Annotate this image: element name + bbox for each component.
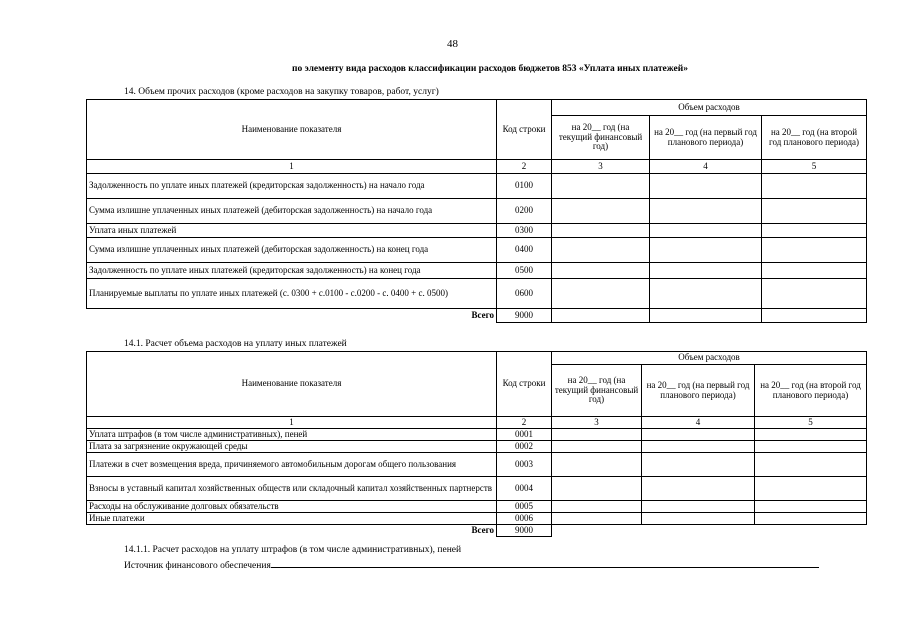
value-cell[interactable]: [642, 441, 755, 453]
value-cell[interactable]: [762, 263, 867, 279]
table1-num: 1: [87, 160, 497, 174]
value-cell[interactable]: [650, 279, 762, 309]
value-cell[interactable]: [642, 477, 755, 501]
value-cell[interactable]: [552, 501, 642, 513]
value-cell[interactable]: [552, 279, 650, 309]
row-code: 0003: [497, 453, 552, 477]
empty-cell: [552, 525, 642, 537]
value-cell[interactable]: [552, 513, 642, 525]
table1-header-year3: на 20__ год (на второй год планового периода): [762, 116, 867, 160]
row-name: Задолженность по уплате иных платежей (кредиторская задолженность) на конец года: [87, 263, 497, 279]
row-code: 0006: [497, 513, 552, 525]
table1-header-name: Наименование показателя: [87, 100, 497, 160]
funding-source-field[interactable]: [271, 558, 819, 568]
table2-num: 1: [87, 417, 497, 429]
table2-caption: 14.1. Расчет объема расходов на уплату иных платежей: [124, 339, 347, 349]
value-cell[interactable]: [552, 441, 642, 453]
table-row: [87, 501, 867, 513]
row-code: 0100: [497, 174, 552, 199]
row-name: Уплата штрафов (в том числе административных), пеней: [87, 429, 497, 441]
value-cell[interactable]: [650, 174, 762, 199]
value-cell[interactable]: [552, 224, 650, 238]
value-cell[interactable]: [755, 429, 867, 441]
table-row: [87, 199, 867, 224]
row-code: 0500: [497, 263, 552, 279]
table2-num: 5: [755, 417, 867, 429]
value-cell[interactable]: [552, 453, 642, 477]
table2-header-code: Код строки: [497, 352, 552, 417]
table-row: [87, 263, 867, 279]
row-name: Взносы в уставный капитал хозяйственных обществ или складочный капитал хозяйственных партнерств: [87, 477, 497, 501]
table-row: [87, 238, 867, 263]
row-code: 0600: [497, 279, 552, 309]
table-total-row: [87, 525, 867, 537]
value-cell[interactable]: [552, 309, 650, 323]
table1-header-year2: на 20__ год (на первый год планового периода): [650, 116, 762, 160]
table-row: [87, 453, 867, 477]
total-label: Всего: [471, 524, 494, 535]
table-row: [87, 279, 867, 309]
row-name: Сумма излишне уплаченных иных платежей (дебиторская задолженность) на начало года: [87, 199, 497, 224]
value-cell[interactable]: [650, 238, 762, 263]
section-heading: по элементу вида расходов классификации расходов бюджетов 853 «Уплата иных платежей»: [292, 64, 688, 74]
footer-line2: [124, 558, 819, 571]
row-code: 0400: [497, 238, 552, 263]
table-row: [87, 174, 867, 199]
table1-header-year1: на 20__ год (на текущий финансовый год): [552, 116, 650, 160]
row-code: 0200: [497, 199, 552, 224]
table2-num: 3: [552, 417, 642, 429]
row-name: Сумма излишне уплаченных иных платежей (дебиторская задолженность) на конец года: [87, 238, 497, 263]
table1-num: 5: [762, 160, 867, 174]
empty-cell: [755, 525, 867, 537]
table2-header-year2: на 20__ год (на первый год планового периода): [642, 365, 755, 417]
table2-header-group: Объем расходов: [552, 352, 867, 365]
value-cell[interactable]: [755, 501, 867, 513]
table2-header-name: Наименование показателя: [87, 352, 497, 417]
value-cell[interactable]: [642, 429, 755, 441]
table-row: [87, 477, 867, 501]
table2-header-year3: на 20__ год (на второй год планового периода): [755, 365, 867, 417]
value-cell[interactable]: [642, 513, 755, 525]
row-name: Планируемые выплаты по уплате иных платежей (с. 0300 + с.0100 - с.0200 - с. 0400 + с. 0500): [87, 279, 497, 309]
value-cell[interactable]: [762, 174, 867, 199]
row-name: Уплата иных платежей: [87, 224, 497, 238]
row-name: Плата за загрязнение окружающей среды: [87, 441, 497, 453]
value-cell[interactable]: [552, 263, 650, 279]
value-cell[interactable]: [552, 429, 642, 441]
total-code: 9000: [497, 309, 552, 323]
table1-num: 2: [497, 160, 552, 174]
value-cell[interactable]: [755, 453, 867, 477]
value-cell[interactable]: [762, 199, 867, 224]
value-cell[interactable]: [762, 279, 867, 309]
row-name: Платежи в счет возмещения вреда, причиняемого автомобильным дорогам общего пользования: [87, 453, 497, 477]
table2-num: 2: [497, 417, 552, 429]
row-code: 0300: [497, 224, 552, 238]
value-cell[interactable]: [762, 309, 867, 323]
table1-num: 4: [650, 160, 762, 174]
total-code: 9000: [497, 525, 552, 537]
table-row: [87, 513, 867, 525]
page-number: 48: [447, 38, 458, 50]
value-cell[interactable]: [755, 477, 867, 501]
table-total-row: [87, 309, 867, 323]
footer-line1: 14.1.1. Расчет расходов на уплату штрафов (в том числе административных), пеней: [124, 545, 462, 555]
value-cell[interactable]: [650, 263, 762, 279]
table1: [86, 99, 867, 323]
value-cell[interactable]: [650, 199, 762, 224]
table-row: [87, 441, 867, 453]
value-cell[interactable]: [552, 174, 650, 199]
table2-header-year1: на 20__ год (на текущий финансовый год): [552, 365, 642, 417]
table1-header-code: Код строки: [497, 100, 552, 160]
row-code: 0005: [497, 501, 552, 513]
value-cell[interactable]: [552, 199, 650, 224]
value-cell[interactable]: [552, 238, 650, 263]
value-cell[interactable]: [762, 238, 867, 263]
table-row: [87, 224, 867, 238]
table2: [86, 351, 867, 537]
table2-num: 4: [642, 417, 755, 429]
value-cell[interactable]: [755, 513, 867, 525]
row-code: 0002: [497, 441, 552, 453]
funding-source-label: Источник финансового обеспечения: [124, 561, 271, 571]
empty-cell: [642, 525, 755, 537]
table1-caption: 14. Объем прочих расходов (кроме расходов на закупку товаров, работ, услуг): [124, 87, 439, 97]
row-code: 0004: [497, 477, 552, 501]
row-name: Иные платежи: [87, 513, 497, 525]
total-label: Всего: [471, 309, 494, 320]
table1-header-group: Объем расходов: [552, 100, 867, 116]
table1-num: 3: [552, 160, 650, 174]
value-cell[interactable]: [642, 501, 755, 513]
value-cell[interactable]: [642, 453, 755, 477]
row-name: Задолженность по уплате иных платежей (кредиторская задолженность) на начало года: [87, 174, 497, 199]
value-cell[interactable]: [552, 477, 642, 501]
value-cell[interactable]: [650, 224, 762, 238]
value-cell[interactable]: [755, 441, 867, 453]
table-row: [87, 429, 867, 441]
value-cell[interactable]: [762, 224, 867, 238]
row-code: 0001: [497, 429, 552, 441]
value-cell[interactable]: [650, 309, 762, 323]
row-name: Расходы на обслуживание долговых обязательств: [87, 501, 497, 513]
